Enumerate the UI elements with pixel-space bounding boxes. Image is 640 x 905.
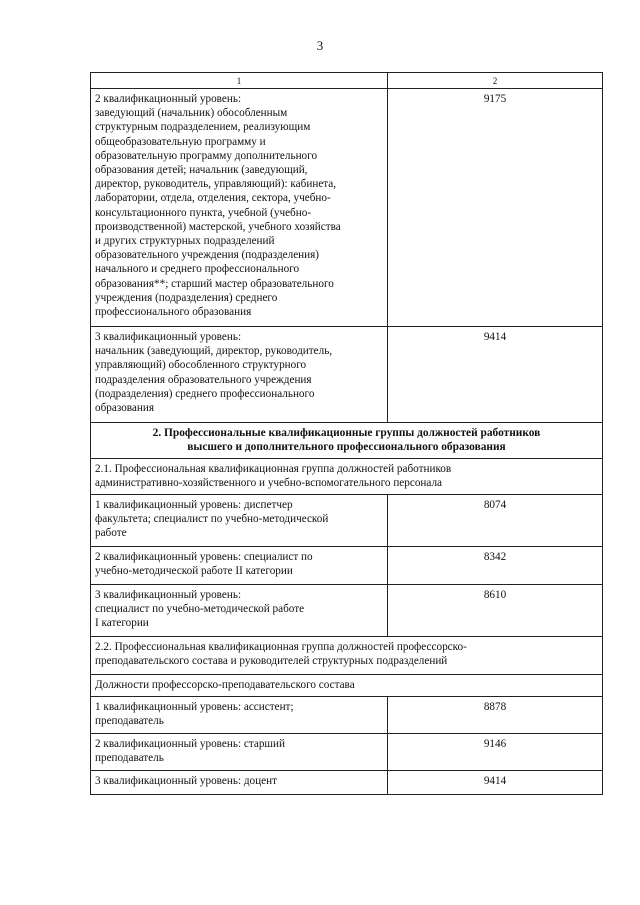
group-title-row <box>91 459 603 495</box>
table-row <box>91 89 603 327</box>
column-header-2: 2 <box>388 73 603 89</box>
row-label: 2 квалификационный уровень: специалист по учебно-методической работе II категории <box>91 547 388 585</box>
row-label: 3 квалификационный уровень: начальник (заведующий, директор, руководитель, управляющий) обособленного структурного подразделения образовательного учреждения (подразделения) среднего профессионального образования <box>91 327 388 423</box>
row-label: 3 квалификационный уровень: доцент <box>91 771 388 795</box>
row-label: 1 квалификационный уровень: ассистент; преподаватель <box>91 697 388 734</box>
group-title: 2.1. Профессиональная квалификационная группа должностей работников административно-хозяйственного и учебно-вспомогательного персонала <box>91 459 603 495</box>
group-title: 2.2. Профессиональная квалификационная группа должностей профессорско- преподавательского состава и руководителей структурных подразделений <box>91 637 603 675</box>
column-header-1: 1 <box>91 73 388 89</box>
table-row <box>91 734 603 771</box>
page-number: 3 <box>316 38 324 53</box>
row-label: 3 квалификационный уровень: специалист по учебно-методической работе I категории <box>91 585 388 637</box>
row-value: 9414 <box>388 327 603 423</box>
row-value: 8342 <box>388 547 603 585</box>
row-value: 9175 <box>388 89 603 327</box>
row-value: 9146 <box>388 734 603 771</box>
section-title: 2. Профессиональные квалификационные группы должностей работников высшего и дополнительного профессионального образования <box>91 423 603 459</box>
table-row <box>91 697 603 734</box>
salary-table <box>90 72 603 795</box>
group-title-row <box>91 637 603 675</box>
table-row <box>91 327 603 423</box>
table-row <box>91 547 603 585</box>
table-row <box>91 585 603 637</box>
row-value: 8878 <box>388 697 603 734</box>
row-label: 2 квалификационный уровень: старший преподаватель <box>91 734 388 771</box>
row-label: 1 квалификационный уровень: диспетчер факультета; специалист по учебно-методической работе <box>91 495 388 547</box>
row-label: 2 квалификационный уровень: заведующий (начальник) обособленным структурным подразделением, реализующим общеобразовательную программу и образовательную программу дополнительного образования детей; начальник (заведующий, директор, руководитель, управляющий): кабинета, лаборатории, отдела, отделения, сектора, учебно- консультационного пункта, учебной (учебно- производственной) мастерской, учебного хозяйства и других структурных подразделений образовательного учреждения (подразделения) начального и среднего профессионального образования**; старший мастер образовательного учреждения (подразделения) среднего профессионального образования <box>91 89 388 327</box>
row-value: 8610 <box>388 585 603 637</box>
table-row <box>91 771 603 795</box>
section-title-row <box>91 423 603 459</box>
row-value: 9414 <box>388 771 603 795</box>
group-subtitle-row <box>91 675 603 697</box>
table-header-row <box>91 73 603 89</box>
row-value: 8074 <box>388 495 603 547</box>
group-subtitle: Должности профессорско-преподавательского состава <box>91 675 603 697</box>
table-row <box>91 495 603 547</box>
